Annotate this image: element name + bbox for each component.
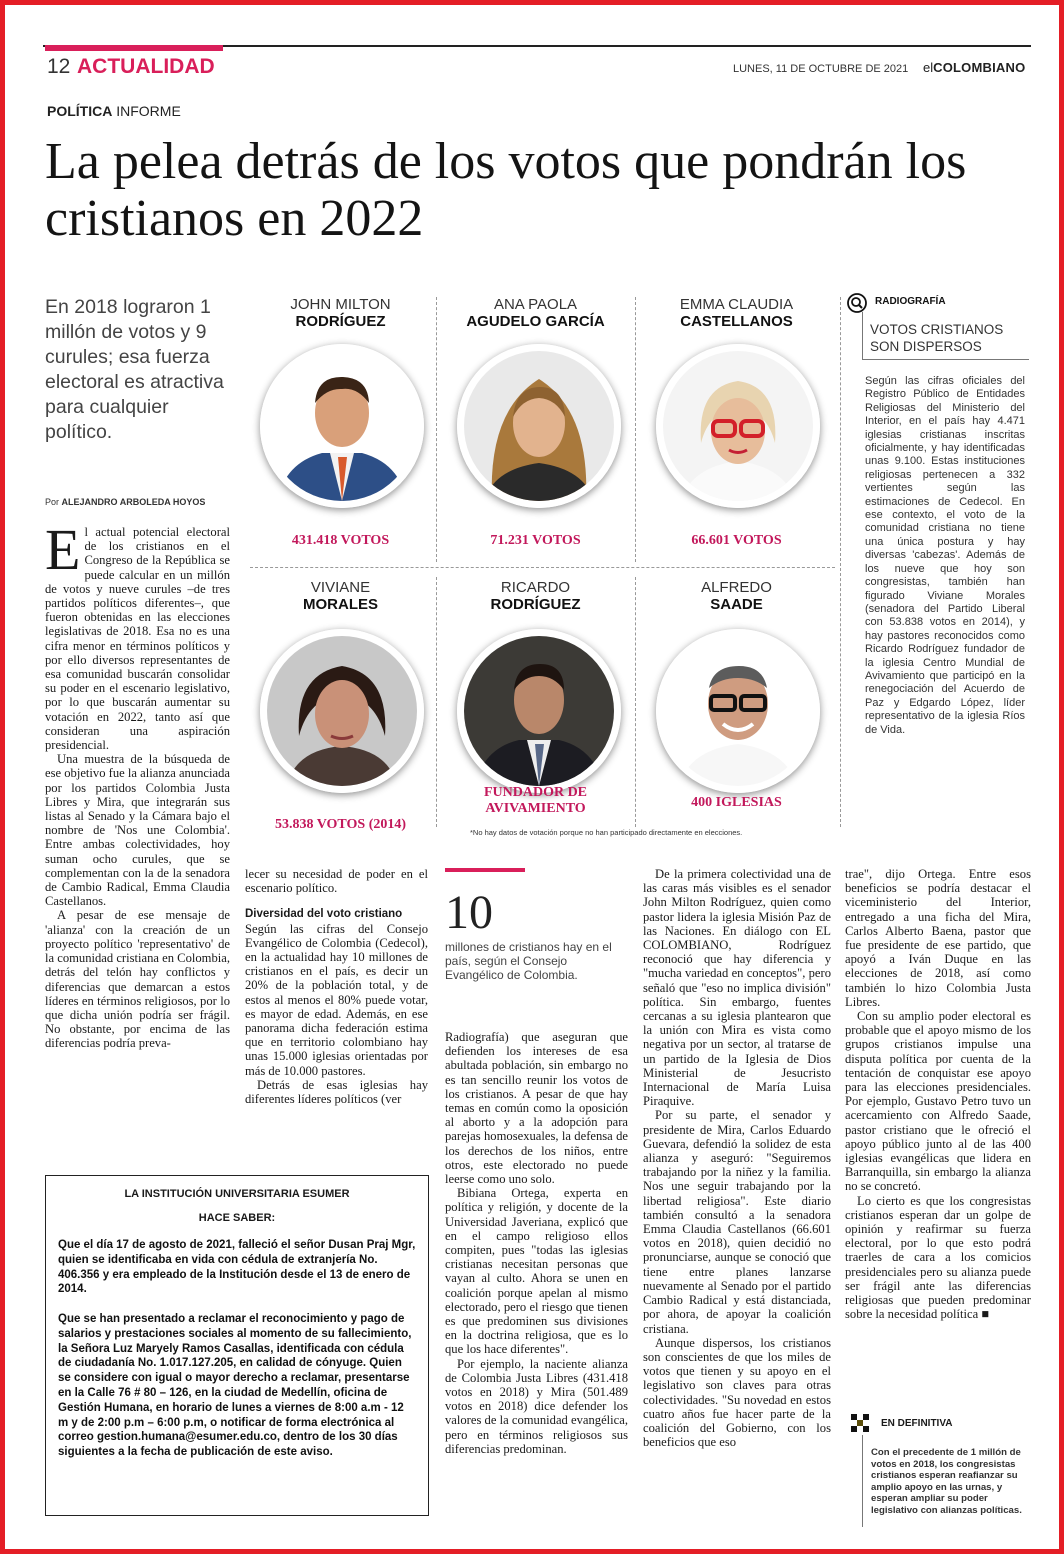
profile-photo <box>260 629 424 793</box>
sidebar-divider <box>840 297 841 827</box>
highlight-text: millones de cristianos hay en el país, según el Consejo Evangélico de Colombia. <box>445 940 612 982</box>
profile-divider <box>635 297 636 562</box>
sidebar-rule <box>862 359 1029 360</box>
sidebar-label: RADIOGRAFÍA <box>875 296 946 307</box>
profile-first-name: ANA PAOLA <box>493 296 578 313</box>
profile-votes: 71.231 VOTOS <box>490 533 581 548</box>
profile-card <box>443 579 628 613</box>
profile-photo <box>656 629 820 793</box>
article-paragraph: Aunque dispersos, los cristianos son conscientes de que los miles de votos que tienen y su apoyo en el legislativo son claves para otras colectividades. "Su novedad en estos cuatro años fue hacer parte de la coalición del Gobierno, con los beneficios que eso <box>643 1335 831 1450</box>
summary-body: Con el precedente de 1 millón de votos en 2018, los congresistas cristianos esperan reafianzar su amplio apoyo en las urnas, y esperan ampliar su poder legislativo con alianzas políticas. <box>871 1447 1022 1516</box>
kicker <box>47 103 181 119</box>
notice-title: LA INSTITUCIÓN UNIVERSITARIA ESUMER <box>124 1188 350 1200</box>
article-paragraph: De la primera colectividad una de las caras más visibles es el senador John Milton Rodríguez, quien como pastor lidera la iglesia Misión Paz de las Naciones. En diálogo con EL COLOMBIANO, Rodríguez reconoció que hay diferencia y "mucha variedad en conceptos", pero señaló que "eso no implica división" política. Sin embargo, fuentes cercanas a su iglesia plantearon que la unión con Mira es vista como negativa por un sector, al tratarse de un partido de la Iglesia de Dios Ministerial de Jesucristo Internacional de María Luisa Piraquive. <box>643 867 831 1109</box>
article-paragraph: lecer su necesidad de poder en el escenario político. <box>245 867 428 896</box>
highlight-bar <box>445 868 525 872</box>
profile-photo <box>656 344 820 508</box>
profile-last-name: MORALES <box>303 596 378 613</box>
article-paragraph: Radiografía) que aseguran que defienden los intereses de esa abultada población, sin embargo no es tan sencillo reunir los votos de los cristianos. A pesar de que hay temas en común como la oposición al aborto y a la adopción para parejas homosexuales, la defensa de los derechos de los niños, entre otros, este electorado no puede leerse como uno solo. <box>445 1030 628 1187</box>
article-paragraph: Según las cifras del Consejo Evangélico de Colombia (Cedecol), en la actualidad hay 10 millones de cristianos en el país, es decir un 20% de la población total, y de estos al menos el 80% puede votar, es mayor de edad. Además, en ese panorama dicha federación estima que en territorio colombiano hay unas 15.000 iglesias orientadas por más de 10.000 pastores. <box>245 921 428 1078</box>
sidebar-body: Según las cifras oficiales del Registro Público de Entidades Religiosas del Ministerio del Interior, en el país hay 4.471 iglesias cristianas inscritas oficialmente, y hay identificadas unas 9.100. Estas instituciones religiosas pertenecen a 332 vertientes según las estimaciones de Cedecol. En ese contexto, el voto de la comunidad cristiana no tiene una única postura y hay diversas 'cabezas'. Además de los nueve que hoy son congresistas, también han figurado Viviane Morales (senadora del Partido Liberal con 53.838 votos en 2014), y hay pastores reconocidos como Ricardo Rodríguez fundador de la iglesia Centro Mundial de Avivamiento que participó en la renegociación del Acuerdo de Paz y Edgardo López, líder representativo de la iglesia Ríos de Vida. <box>865 375 1025 736</box>
article-paragraph: Una muestra de la búsqueda de ese objetivo fue la alianza anunciada por los partidos Colombia Justa Libres y Mira, que integrarán sus listas al Senado y la Cámara bajo el nombre de 'Nos une Colombia'. Entre ambas colectividades, hoy suman ocho curules, que se complementan con la de la senadora de Cambio Radical, Emma Claudia Castellanos. <box>45 752 230 909</box>
profile-card <box>443 296 628 330</box>
profile-last-name: RODRÍGUEZ <box>490 596 581 613</box>
article-column-3 <box>445 1030 628 1456</box>
logo-prefix: el <box>923 60 934 75</box>
notice-paragraph: Que el día 17 de agosto de 2021, falleció el señor Dusan Praj Mgr, quien se identificaba en vida con cédula de extranjería No. 406.356 y era empleado de la Institución desde el 13 de enero de 2014. <box>58 1239 416 1296</box>
sidebar-title: VOTOS CRISTIANOS SON DISPERSOS <box>870 322 1004 354</box>
lead-summary: En 2018 lograron 1 millón de votos y 9 curules; esa fuerza electoral es atractiva para cualquier político. <box>45 296 224 443</box>
article-subhead: Diversidad del voto cristiano <box>245 908 403 921</box>
page-number: 12 <box>47 55 71 78</box>
profile-divider <box>436 297 437 562</box>
profile-photo <box>457 344 621 508</box>
profile-last-name: CASTELLANOS <box>680 313 793 330</box>
byline <box>45 497 205 507</box>
profile-card <box>644 296 829 330</box>
article-paragraph: A pesar de ese mensaje de 'alianza' con la creación de un proyecto político 'representativo' de la comunidad cristiana en Colombia, detrás del telón hay conflictos y diferencias que demarcan a estos líderes en términos religiosos, por lo que dicha unión podría ser frágil. No obstante, por encima de las diferencias podría preva- <box>45 908 231 1051</box>
profile-first-name: RICARDO <box>500 579 571 596</box>
article-paragraph: Detrás de esas iglesias hay diferentes líderes políticos (ver <box>245 1077 428 1107</box>
sidebar-rule <box>862 312 863 360</box>
article-paragraph: Lo cierto es que los congresistas cristianos esperan dar un golpe de opinión y reafirmar su fuerza electoral, por lo que esto podrá traerles de cara a los comicios presidenciales pero su alianza puede ser frágil ante las diferencias religiosas que pueden predominar sobre la necesidad política ■ <box>845 1193 1031 1322</box>
article-paragraph: Bibiana Ortega, experta en política y religión, y docente de la Universidad Javeriana, explicó que en el campo religioso ellos compiten, pues "todas las iglesias cristianas necesitan personas que vayan al culto. Ahora se unen en coalición porque apelan al mismo electorado, pero el riesgo que tienen es que predominen sus divisiones en la doctrina religiosa, que es lo que los hace diferentes". <box>445 1186 628 1357</box>
article-paragraph: Por ejemplo, la naciente alianza de Colombia Justa Libres (431.418 votos en 2018) y Mira (501.489 votos en 2018) dice defender los valores de la comunidad evangélica, pero en términos religiosos sus diferencias predominan. <box>445 1356 628 1456</box>
byline-author: ALEJANDRO ARBOLEDA HOYOS <box>61 497 206 507</box>
paragraph-text: l actual potencial electoral de los cristianos en el Congreso de la República se puede calcular en un millón de votos y nueve curules –de tres partidos políticos diferentes–, que fueron obtenidas en las elecciones legislativas de 2018. Esa no es una cifra menor en términos políticos y por ello diversos representantes de esa comunidad buscarán consolidar su poder en el escenario legislativo, por lo que buscarán aumentar su votación en 2022, tanto así que consideran una aspiración presidencial. <box>45 525 230 753</box>
profile-card <box>248 296 433 330</box>
profile-first-name: EMMA CLAUDIA <box>679 296 794 313</box>
kicker-type: INFORME <box>116 103 181 119</box>
article-paragraph: Con su amplio poder electoral es probable que el apoyo mismo de los grupos cristianos impulse una disputa política por cuenta de la tentación de conquistar ese apoyo para las elecciones presidenciales. Por ejemplo, Gustavo Petro tuvo un acercamiento con Alfredo Saade, pastor cristiano que le ofreció el apoyo público junto al de las 400 iglesias evangélicas que lidera en Barranquilla, sin embargo la alianza no se concretó. <box>845 1009 1031 1194</box>
profile-last-name: RODRÍGUEZ <box>295 313 386 330</box>
profile-divider <box>635 577 636 827</box>
profile-votes: 431.418 VOTOS <box>291 533 390 548</box>
newspaper-logo <box>923 60 1025 75</box>
logo-name: COLOMBIANO <box>933 60 1026 75</box>
article-column-4 <box>643 867 831 1449</box>
edition-date: LUNES, 11 DE OCTUBRE DE 2021 <box>733 63 909 75</box>
byline-prefix: Por <box>45 497 60 507</box>
profiles-footnote: *No hay datos de votación porque no han participado directamente en elecciones. <box>470 828 743 837</box>
profile-first-name: ALFREDO <box>701 579 772 596</box>
section-name: ACTUALIDAD <box>77 55 215 78</box>
profile-votes: 66.601 VOTOS <box>691 533 782 548</box>
profile-last-name: SAADE <box>710 596 763 613</box>
profile-last-name: AGUDELO GARCÍA <box>466 313 605 330</box>
article-column-5 <box>845 867 1031 1322</box>
article-paragraph: Por su parte, el senador y presidente de Mira, Carlos Eduardo Guevara, defendió la solidez de esta alianza y aseguró: "Seguiremos trabajando por la niñez y la familia. Nos une seguir trabajando por la libertad religiosa". Este diario también consultó a la senadora Emma Claudia Castellanos (66.601 votos en 2018), quien decidió no pronunciarse, aunque se conoció que tiene entre planes lanzarse nuevamente al Senado por el partido Cambio Radical y está distanciada, por ahora, de apoyar la coalición cristiana. <box>643 1108 831 1336</box>
profile-votes: 400 IGLESIAS <box>691 795 782 810</box>
profile-first-name: VIVIANE <box>310 579 371 596</box>
legal-notice <box>45 1175 429 1516</box>
profile-photo <box>457 629 621 793</box>
summary-label: EN DEFINITIVA <box>881 1418 953 1429</box>
highlight-number: 10 <box>445 886 493 939</box>
profile-first-name: JOHN MILTON <box>290 296 391 313</box>
kicker-section: POLÍTICA <box>47 103 113 119</box>
profile-votes: 53.838 VOTOS (2014) <box>274 817 407 832</box>
section-accent-bar <box>45 45 223 51</box>
headline: La pelea detrás de los votos que pondrán los cristianos en 2022 <box>45 133 967 247</box>
profile-divider <box>436 577 437 827</box>
article-paragraph: trae", dijo Ortega. Entre esos beneficios se podría destacar el viceministerio del Interior, entregado a una ficha del Mira, Carlos Alberto Baena, pastor que fue presidente de ese partido, que apoyó a Iván Duque en las elecciones de 2018, así como también lo hizo Colombia Justa Libres. <box>845 867 1031 1009</box>
article-paragraph <box>45 517 230 753</box>
magnifier-icon <box>847 293 867 318</box>
notice-paragraph: Que se han presentado a reclamar el reconocimiento y pago de salarios y prestaciones sociales al momento de su fallecimiento, la Señora Luz Maryely Ramos Casallas, identificada con cédula de ciudadanía No. 1.017.127.205, en calidad de cónyuge. Quien se considere con igual o mayor derecho a reclamar, presentarse en la Calle 76 # 80 – 126, en la ciudad de Medellín, oficina de Gestión Humana, en horario de lunes a viernes de 8:00 a.m - 12 m y de 2:00 p.m – 6:00 p.m, o notificar de forma electrónica al correo gestion.humana@esumer.edu.co, dentro de los 30 días siguientes a la fecha de publicación de este aviso. <box>58 1313 412 1459</box>
profile-votes: FUNDADOR DE AVIVAMIENTO <box>483 785 588 816</box>
profile-card <box>248 579 433 613</box>
article-column-2 <box>245 867 428 1106</box>
article-column-1 <box>45 517 231 1051</box>
dropcap: E <box>45 517 81 582</box>
profile-card <box>644 579 829 613</box>
profile-photo <box>260 344 424 508</box>
checker-icon <box>851 1414 871 1439</box>
summary-rule <box>862 1435 863 1527</box>
profile-row-divider <box>250 567 835 568</box>
notice-subtitle: HACE SABER: <box>198 1212 276 1224</box>
